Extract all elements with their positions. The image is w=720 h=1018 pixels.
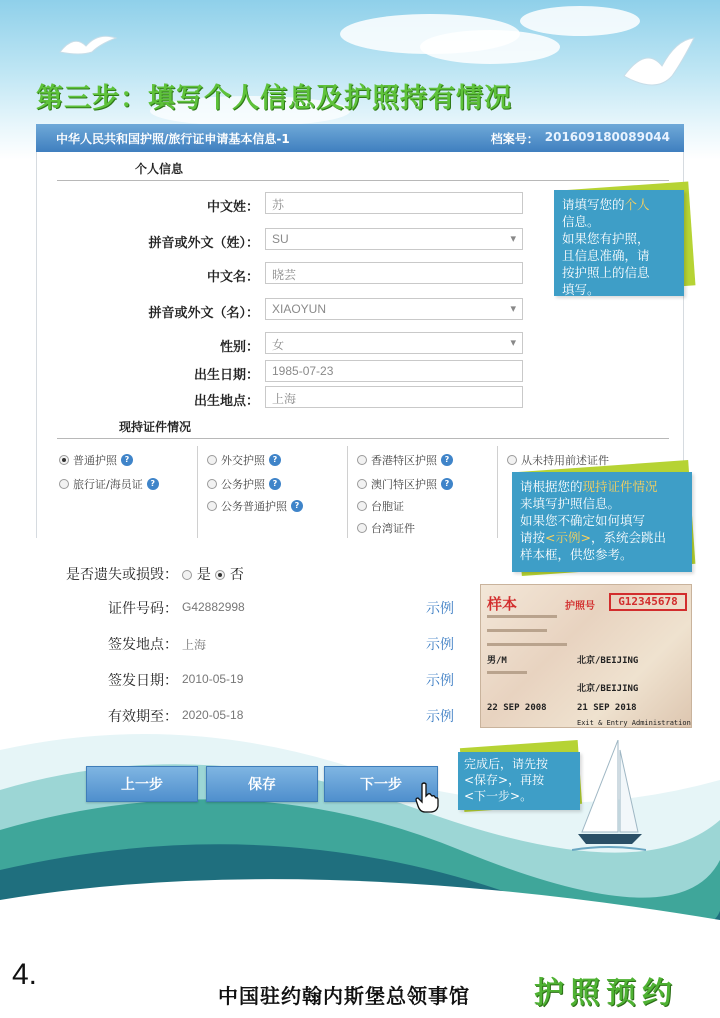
step-title: 第三步：填写个人信息及护照持有情况	[36, 83, 512, 114]
birth-place-input[interactable]: 上海	[265, 386, 523, 408]
issue-date-value[interactable]: 2010-05-19	[182, 672, 244, 686]
radio-button[interactable]	[59, 479, 69, 489]
lost-yes-label: 是	[196, 567, 211, 583]
radio-lost-no[interactable]	[215, 570, 225, 580]
radio-button[interactable]	[357, 523, 367, 533]
radio-label: 香港特区护照	[371, 454, 437, 467]
passport-sex: 男/M	[487, 656, 507, 666]
text-line	[487, 615, 557, 618]
next-step-button[interactable]: 下一步	[324, 766, 438, 802]
radio-never-held[interactable]	[507, 452, 609, 468]
sample-label: 样本	[487, 595, 518, 613]
radio-button[interactable]	[207, 479, 217, 489]
sailboat-icon	[572, 740, 646, 860]
radio-label: 旅行证/海员证	[73, 478, 143, 491]
tip-text: 请填写您的	[562, 197, 625, 212]
tip-text: 如果您不确定如何填写	[520, 513, 646, 528]
example-link-issue-date[interactable]: 示例	[426, 673, 454, 689]
cloud	[420, 30, 560, 64]
text-line	[487, 629, 547, 632]
radio-travel-document[interactable]	[59, 476, 159, 492]
radio-label: 外交护照	[221, 454, 265, 467]
radio-macao-passport[interactable]	[357, 476, 453, 492]
form-header	[36, 124, 684, 152]
passport-number-label: 护照号	[565, 601, 595, 612]
help-icon[interactable]: ?	[269, 478, 281, 490]
document-number-value[interactable]: G42882998	[182, 600, 245, 614]
example-link-issue-place[interactable]: 示例	[426, 637, 454, 653]
help-icon[interactable]: ?	[121, 454, 133, 466]
radio-button[interactable]	[207, 455, 217, 465]
radio-label: 台胞证	[371, 500, 404, 513]
radio-label: 普通护照	[73, 454, 117, 467]
label-chinese-given-name: 中文名：	[206, 270, 259, 285]
tip-finish	[458, 752, 580, 810]
previous-step-button[interactable]: 上一步	[86, 766, 198, 802]
pinyin-surname-select[interactable]: SU ▾	[265, 228, 523, 250]
label-pinyin-surname: 拼音或外文（姓）：	[148, 236, 259, 251]
archive-label: 档案号：	[490, 131, 539, 146]
passport-number-value: G12345678	[609, 593, 687, 611]
radio-label: 从未持用前述证件	[521, 454, 609, 467]
label-expiry-date: 有效期至：	[108, 709, 178, 725]
text-line	[487, 643, 567, 646]
lost-question	[66, 564, 244, 584]
tip-highlight: 现持证件情况	[582, 479, 658, 494]
column-divider	[497, 446, 498, 538]
section-title-personal: 个人信息	[135, 162, 184, 176]
divider	[57, 438, 669, 439]
tip-text: 请根据您的	[520, 479, 583, 494]
passport-authority: Exit & Entry Administration	[577, 719, 691, 727]
tip-personal-info	[554, 190, 684, 296]
archive-number-group	[491, 130, 670, 147]
passport-appointment-logo: 护照预约	[534, 976, 678, 1011]
radio-label: 公务普通护照	[221, 500, 287, 513]
tip-text: 样本框，供您参考。	[520, 547, 633, 562]
example-link-expiry-date[interactable]: 示例	[426, 709, 454, 725]
tip-text: 按护照上的信息	[562, 265, 650, 280]
text-line	[487, 671, 527, 674]
lost-question-label: 是否遗失或损毁：	[66, 567, 178, 583]
birth-date-input[interactable]: 1985-07-23	[265, 360, 523, 382]
archive-number: 201609180089044	[544, 129, 670, 144]
tip-text: 填写。	[562, 282, 600, 297]
issue-place-value[interactable]: 上海	[182, 638, 207, 652]
tip-document-info	[512, 472, 692, 572]
column-divider	[347, 446, 348, 538]
radio-hk-passport[interactable]	[357, 452, 453, 468]
example-link-document-number[interactable]: 示例	[426, 601, 454, 617]
label-chinese-surname: 中文姓：	[206, 200, 259, 215]
radio-diplomatic-passport[interactable]	[207, 452, 281, 468]
consulate-name: 中国驻约翰内斯堡总领事馆	[218, 984, 470, 1008]
lost-no-label: 否	[229, 567, 244, 583]
label-gender: 性别：	[219, 340, 259, 355]
radio-ordinary-passport[interactable]	[59, 452, 133, 468]
label-issue-place: 签发地点：	[108, 637, 178, 653]
label-birth-place: 出生地点：	[193, 394, 259, 409]
passport-sample-image	[480, 584, 692, 728]
help-icon[interactable]: ?	[441, 454, 453, 466]
tip-text: 如果您有护照，	[562, 231, 650, 246]
column-divider	[197, 446, 198, 538]
tip-text: <保存>，再按	[464, 773, 545, 787]
tip-text: 完成后，请先按	[464, 757, 549, 771]
tip-text: 请按	[520, 530, 546, 545]
tip-text: <下一步>。	[464, 789, 533, 803]
form-title: 中华人民共和国护照/旅行证申请基本信息-1	[56, 131, 290, 146]
label-issue-date: 签发日期：	[108, 673, 178, 689]
radio-button[interactable]	[207, 501, 217, 511]
help-icon[interactable]: ?	[291, 500, 303, 512]
help-icon[interactable]: ?	[147, 478, 159, 490]
hand-cursor-icon	[414, 782, 440, 814]
tip-highlight: 个人	[624, 197, 650, 212]
radio-service-passport[interactable]	[207, 476, 281, 492]
cloud	[520, 6, 640, 36]
gender-select[interactable]: 女 ▾	[265, 332, 523, 354]
radio-label: 公务护照	[221, 478, 265, 491]
radio-label: 澳门特区护照	[371, 478, 437, 491]
radio-lost-yes[interactable]	[182, 570, 192, 580]
dove-icon	[56, 30, 120, 60]
tip-text: ，系统会跳出	[590, 530, 666, 545]
passport-birth-place: 北京/BEIJING	[577, 656, 639, 666]
passport-issue-date: 22 SEP 2008	[487, 703, 547, 713]
section-title-documents: 现持证件情况	[119, 420, 192, 434]
expiry-date-value[interactable]: 2020-05-18	[182, 708, 244, 722]
radio-label: 台湾证件	[371, 522, 415, 535]
passport-expiry-date: 21 SEP 2018	[577, 703, 637, 713]
passport-issue-place: 北京/BEIJING	[577, 684, 639, 694]
label-pinyin-given-name: 拼音或外文（名）：	[148, 306, 259, 321]
radio-button[interactable]	[357, 501, 367, 511]
chinese-given-name-input[interactable]: 晓芸	[265, 262, 523, 284]
radio-button[interactable]	[357, 455, 367, 465]
radio-taiwan-compatriot-permit[interactable]	[357, 498, 404, 514]
label-document-number: 证件号码：	[108, 601, 178, 617]
radio-button[interactable]	[507, 455, 517, 465]
save-button[interactable]: 保存	[206, 766, 318, 802]
tip-text: 信息。	[562, 214, 600, 229]
page-number: 4.	[12, 958, 38, 991]
tip-text: 来填写护照信息。	[520, 496, 621, 511]
tip-text: 且信息准确，请	[562, 248, 650, 263]
label-birth-date: 出生日期：	[193, 368, 259, 383]
chinese-surname-input[interactable]: 苏	[265, 192, 523, 214]
pinyin-given-name-select[interactable]: XIAOYUN ▾	[265, 298, 523, 320]
radio-taiwan-document[interactable]	[357, 520, 415, 536]
dove-icon	[616, 36, 696, 100]
divider	[57, 180, 669, 181]
radio-button[interactable]	[357, 479, 367, 489]
radio-official-ordinary-passport[interactable]	[207, 498, 303, 514]
radio-button[interactable]	[59, 455, 69, 465]
help-icon[interactable]: ?	[441, 478, 453, 490]
tip-highlight: <示例>	[545, 530, 591, 545]
help-icon[interactable]: ?	[269, 454, 281, 466]
